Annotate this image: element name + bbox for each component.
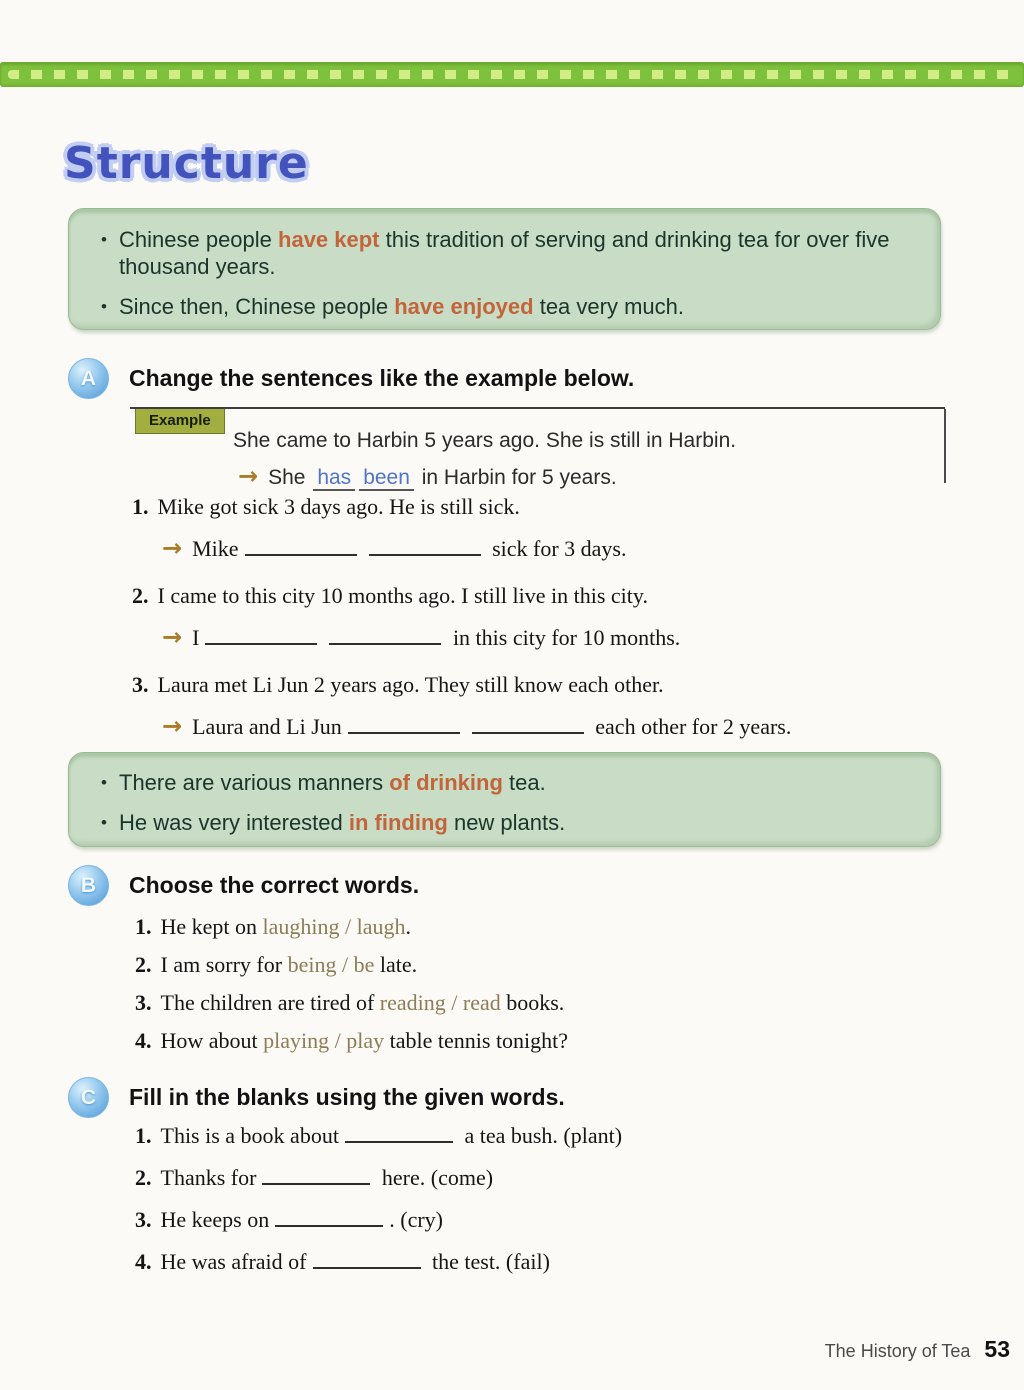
item-number: 4.: [135, 1249, 152, 1274]
item-number: 3.: [135, 990, 152, 1015]
note-text: [119, 809, 914, 836]
item-text: Laura met Li Jun 2 years ago. They still know each other.: [157, 672, 664, 697]
example-answer-word: been: [359, 466, 414, 491]
answer-pre: Laura and Li Jun: [192, 714, 342, 739]
arrow-icon: →: [162, 534, 183, 562]
item-text: I am sorry for: [160, 952, 288, 977]
note-text-post: tea.: [502, 770, 546, 795]
fill-blank: [245, 536, 357, 556]
word-choices: reading / read: [379, 990, 501, 1015]
item-text: He keeps on: [160, 1207, 270, 1232]
exercise-item: [132, 494, 922, 564]
section-c-heading: Fill in the blanks using the given words.: [129, 1084, 565, 1110]
arrow-icon: →: [238, 462, 259, 490]
example-answer-word: has: [313, 466, 355, 491]
fill-blank: [262, 1165, 370, 1185]
note-text-pre: He was very interested: [119, 810, 349, 835]
section-b-badge: B: [68, 865, 109, 906]
note-bullet-row: [89, 226, 914, 280]
item-text: the test. (fail): [426, 1249, 550, 1274]
item-number: 1.: [135, 1123, 152, 1148]
item-number: 1.: [135, 914, 152, 939]
section-b-items: [135, 914, 895, 1066]
note-text-post: this tradition of serving and drinking tea for over five thousand years.: [119, 227, 890, 279]
note-text-pre: Chinese people: [119, 227, 279, 252]
exercise-item: [135, 1249, 915, 1275]
footer-page-number: 53: [984, 1336, 1010, 1362]
section-c-badge: C: [68, 1077, 109, 1118]
example-box: [130, 407, 945, 490]
fill-blank: [329, 625, 441, 645]
section-c-items: [135, 1123, 915, 1291]
item-text: I came to this city 10 months ago. I still live in this city.: [157, 583, 648, 608]
note-text-pre: There are various manners: [119, 770, 390, 795]
section-c-header: [68, 1077, 565, 1118]
section-a-badge: A: [68, 358, 109, 399]
section-a-items: [132, 494, 922, 761]
exercise-item: [135, 990, 895, 1016]
note-bullet-row: [89, 809, 914, 836]
footer-chapter-title: The History of Tea: [824, 1341, 971, 1361]
answer-pre: Mike: [192, 536, 239, 561]
fill-blank: [345, 1123, 453, 1143]
grammar-note-box-middle: [68, 752, 941, 847]
example-answer: [238, 462, 945, 490]
section-b-heading: Choose the correct words.: [129, 872, 420, 898]
note-text-highlight: of drinking: [389, 770, 503, 795]
note-text-highlight: in finding: [348, 810, 448, 835]
note-text-highlight: have kept: [278, 227, 380, 252]
fill-blank: [348, 714, 460, 734]
word-choices: being / be: [287, 952, 375, 977]
bullet-icon: •: [101, 813, 107, 832]
item-answer-line: [162, 711, 922, 742]
item-text: here. (come): [376, 1165, 494, 1190]
exercise-item: [135, 952, 895, 978]
exercise-item: [135, 914, 895, 940]
fill-blank: [275, 1207, 383, 1227]
item-text: .: [405, 914, 412, 939]
dashed-ribbon-decoration: [0, 62, 1024, 87]
note-text: [119, 769, 914, 796]
exercise-item: [135, 1123, 915, 1149]
item-text: This is a book about: [160, 1123, 339, 1148]
item-sentence: [132, 494, 922, 520]
page-footer: [825, 1336, 1010, 1363]
item-number: 2.: [135, 1165, 152, 1190]
item-text: He kept on: [160, 914, 263, 939]
item-number: 4.: [135, 1028, 152, 1053]
exercise-item: [135, 1207, 915, 1233]
exercise-item: [135, 1028, 895, 1054]
section-b-header: [68, 865, 419, 906]
exercise-item: [132, 672, 922, 742]
item-text: late.: [374, 952, 418, 977]
bullet-icon: •: [101, 230, 107, 249]
note-text-post: tea very much.: [533, 294, 684, 319]
note-bullet-row: [89, 293, 914, 320]
item-number: 2.: [132, 583, 149, 608]
item-text: books.: [500, 990, 565, 1015]
page-title: Structure: [64, 138, 309, 189]
item-number: 3.: [135, 1207, 152, 1232]
section-a-header: [68, 358, 634, 399]
example-label: Example: [135, 409, 225, 434]
fill-blank: [313, 1249, 421, 1269]
exercise-item: [135, 1165, 915, 1191]
fill-blank: [472, 714, 584, 734]
answer-pre: I: [192, 625, 200, 650]
answer-post: sick for 3 days.: [486, 536, 627, 561]
exercise-item: [132, 583, 922, 653]
item-number: 1.: [132, 494, 149, 519]
word-choices: laughing / laugh: [262, 914, 406, 939]
example-answer-post: in Harbin for 5 years.: [415, 466, 617, 489]
note-text-post: new plants.: [447, 810, 566, 835]
word-choices: playing / play: [263, 1028, 385, 1053]
note-text-highlight: have enjoyed: [394, 294, 534, 319]
answer-post: in this city for 10 months.: [447, 625, 681, 650]
section-a-heading: Change the sentences like the example below.: [129, 365, 635, 391]
note-text: [119, 226, 914, 280]
item-number: 3.: [132, 672, 149, 697]
grammar-note-box-top: [68, 208, 941, 330]
item-number: 2.: [135, 952, 152, 977]
item-sentence: [132, 583, 922, 609]
item-text: He was afraid of: [160, 1249, 307, 1274]
bullet-icon: •: [101, 297, 107, 316]
item-text: The children are tired of: [160, 990, 380, 1015]
item-text: How about: [160, 1028, 264, 1053]
example-sentence: She came to Harbin 5 years ago. She is still in Harbin.: [233, 429, 737, 452]
item-text: a tea bush. (plant): [458, 1123, 623, 1148]
item-answer-line: [162, 533, 922, 564]
arrow-icon: →: [162, 712, 183, 740]
answer-post: each other for 2 years.: [589, 714, 792, 739]
bullet-icon: •: [101, 773, 107, 792]
fill-blank: [205, 625, 317, 645]
item-sentence: [132, 672, 922, 698]
item-text: table tennis tonight?: [384, 1028, 569, 1053]
note-text: [119, 293, 914, 320]
arrow-icon: →: [162, 623, 183, 651]
note-bullet-row: [89, 769, 914, 796]
note-text-pre: Since then, Chinese people: [119, 294, 395, 319]
item-text: Mike got sick 3 days ago. He is still sick.: [157, 494, 520, 519]
example-answer-pre: She: [268, 466, 306, 489]
fill-blank: [369, 536, 481, 556]
item-text: . (cry): [389, 1207, 443, 1232]
item-text: Thanks for: [160, 1165, 257, 1190]
item-answer-line: [162, 622, 922, 653]
